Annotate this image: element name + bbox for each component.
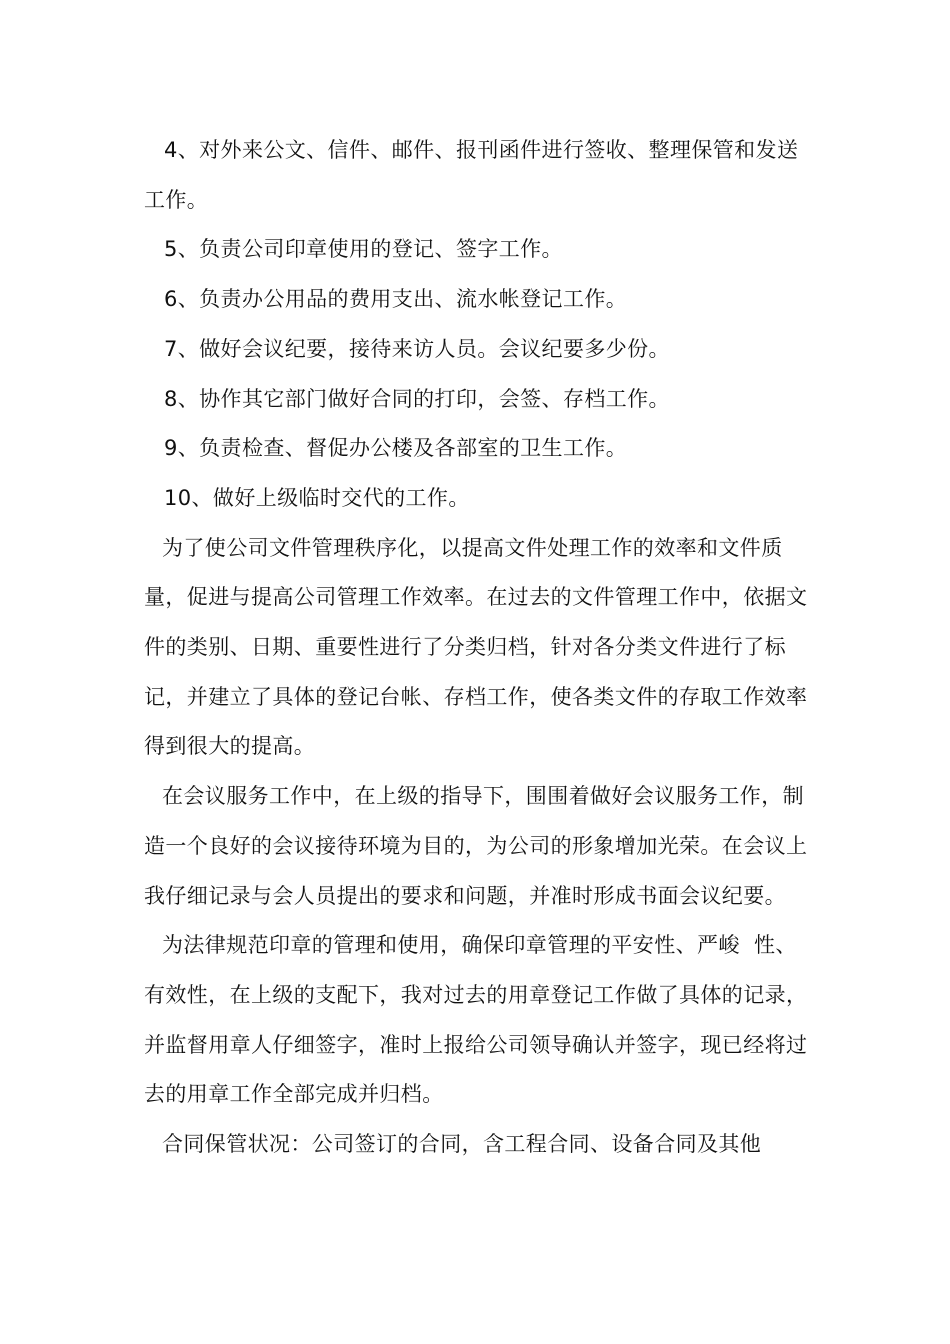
paragraph-seal-management: 为法律规范印章的管理和使用，确保印章管理的平安性、严峻 性、有效性，在上级的支配下，我对过去的用章登记工作做了具体的记录，并监督用章人仔细签字，准时上报给公司领导确认并签字，现已经将过去的用章工作全部完成并归档。 [144,933,808,1107]
paragraph-meeting-service: 在会议服务工作中，在上级的指导下，围围着做好会议服务工作，制造一个良好的会议接待环境为目的，为公司的形象增加光荣。在会议上我仔细记录与会人员提出的要求和问题，并准时形成书面会议纪要。 [144,784,808,908]
list-item-7: 7、做好会议纪要，接待来访人员。会议纪要多少份。 [164,336,670,361]
list-item-8: 8、协作其它部门做好合同的打印，会签、存档工作。 [164,386,670,411]
paragraph-file-management: 为了使公司文件管理秩序化，以提高文件处理工作的效率和文件质量，促进与提高公司管理工作效率。在过去的文件管理工作中，依据文件的类别、日期、重要性进行了分类归档，针对各分类文件进行了标记，并建立了具体的登记台帐、存档工作，使各类文件的存取工作效率得到很大的提高。 [144,535,808,759]
list-item-6: 6、负责办公用品的费用支出、流水帐登记工作。 [164,287,628,312]
list-item-9: 9、负责检查、督促办公楼及各部室的卫生工作。 [164,436,628,461]
list-item-4: 4、对外来公文、信件、邮件、报刊函件进行签收、整理保管和发送工作。 [144,138,799,212]
paragraph-contract-custody: 合同保管状况：公司签订的合同，含工程合同、设备合同及其他 [162,1132,762,1157]
list-item-5: 5、负责公司印章使用的登记、签字工作。 [164,237,563,262]
document-body [144,126,814,1170]
list-item-10: 10、做好上级临时交代的工作。 [164,485,470,510]
